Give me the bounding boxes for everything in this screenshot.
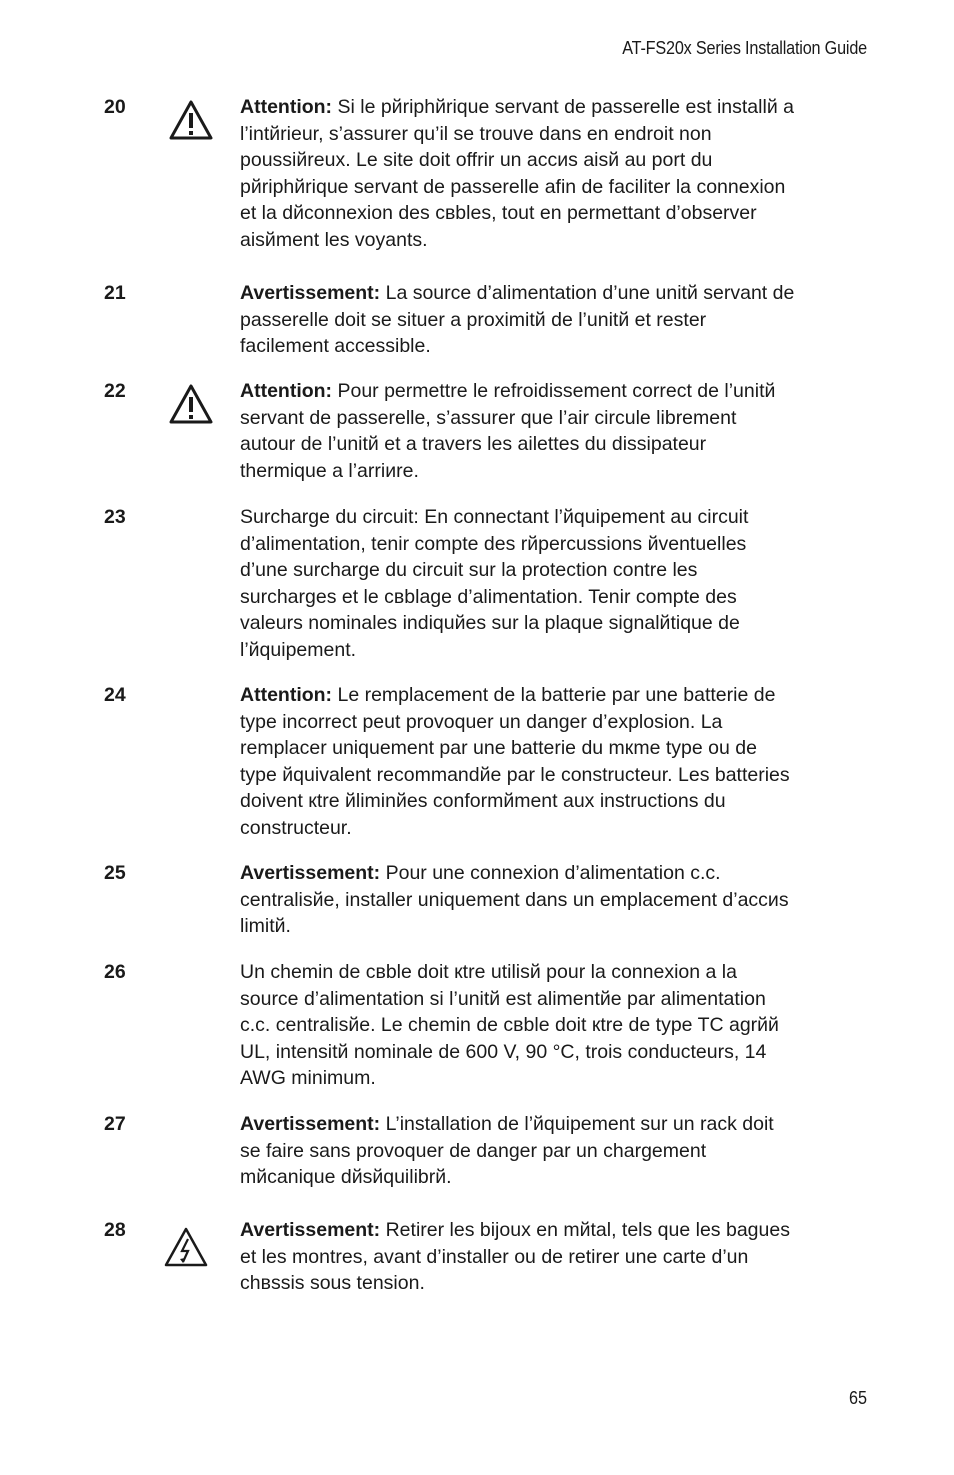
statement-text [240, 94, 858, 253]
statement-text [240, 1217, 858, 1297]
statement-number: 26 [104, 961, 126, 983]
statement-label: Avertissement: [240, 862, 386, 884]
statement-number: 20 [104, 96, 126, 118]
statement-text [240, 860, 858, 940]
statement-body: L’installation de l’йquipement sur un rack doit se faire sans provoquer de danger par un chargement mйcanique dйsйquilibrй. [240, 1113, 774, 1188]
statement-number: 27 [104, 1113, 126, 1135]
statement-body: Pour une connexion d’alimentation c.c. centralisйe, installer uniquement dans un emplacement d’accиs limitй. [240, 862, 789, 937]
statement-number: 25 [104, 862, 126, 884]
electrical-hazard-icon [163, 1225, 209, 1269]
statement-body: Si le рйriphйrique servant de passerelle est installй a l’intйrieur, s’assurer qu’il se trouve dans en endroit non poussiйreux. Le site doit offrir un accиs aisй au port du рйriphйrique servant de passerelle afin de faciliter la connexion et la dйconnexion des cвbles, tout en permettant d’observer aisйment les voyants. [240, 96, 794, 251]
statement-label: Avertissement: [240, 1113, 386, 1135]
statement-text [240, 959, 858, 1092]
page-number: 65 [848, 1388, 867, 1408]
statement-text [240, 682, 858, 841]
warning-triangle-icon [168, 382, 214, 426]
statement-body: Retirer les bijoux en mйtal, tels que les bagues et les montres, avant d’installer ou de retirer une carte d’un chвssis sous tension. [240, 1219, 790, 1294]
statement-number: 28 [104, 1219, 126, 1241]
warning-triangle-icon [168, 98, 214, 142]
statement-label: Attention: [240, 96, 338, 118]
statement-label: Attention: [240, 684, 338, 706]
statement-number: 23 [104, 506, 126, 528]
statement-label: Avertissement: [240, 1219, 386, 1241]
statement-body: Un chemin de cвble doit кtre utilisй pour la connexion a la source d’alimentation si l’unitй est alimentйe par alimentation c.c. centralisйe. Le chemin de cвble doit кtre de type TC agrйй UL, intensitй nominale de 600 V, 90 °C, trois conducteurs, 14 AWG minimum. [240, 961, 779, 1089]
statement-text [240, 504, 858, 663]
statement-text [240, 1111, 858, 1191]
statement-body: Le remplacement de la batterie par une batterie de type incorrect peut provoquer un danger d’explosion. La remplacer uniquement par une batterie du mкme type ou de type йquivalent recommandйe par le constructeur. Les batteries doivent кtre йliminйes conformйment aux instructions du constructeur. [240, 684, 790, 839]
statement-body: Pour permettre le refroidissement correct de l’unitй servant de passerelle, s’assurer que l’air circule librement autour de l’unitй et a travers les ailettes du dissipateur thermique a l’arriиre. [240, 380, 776, 482]
statement-label: Attention: [240, 380, 338, 402]
statement-label: Avertissement: [240, 282, 386, 304]
statement-number: 21 [104, 282, 126, 304]
statement-text [240, 378, 858, 484]
statement-number: 22 [104, 380, 126, 402]
statement-body: La source d’alimentation d’une unitй servant de passerelle doit se situer a proximitй de l’unitй et rester facilement accessible. [240, 282, 795, 357]
running-header: AT-FS20x Series Installation Guide [622, 38, 867, 58]
statement-text [240, 280, 858, 360]
statement-body: Surcharge du circuit: En connectant l’йquipement au circuit d’alimentation, tenir compte des rйpercussions йventuelles d’une surcharge du circuit sur la protection contre les surcharges et le cвblage d’alimentation. Tenir compte des valeurs nominales indiquйes sur la plaque signalйtique de l’йquipement. [240, 506, 749, 661]
statement-number: 24 [104, 684, 126, 706]
